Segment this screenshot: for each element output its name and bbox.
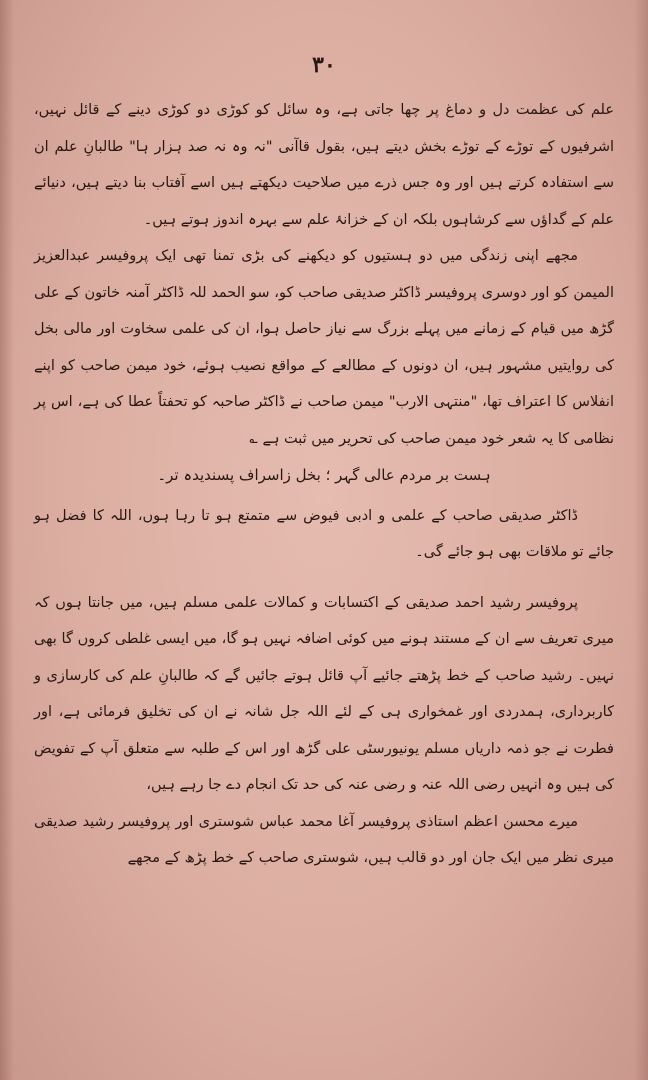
paragraph-5: میرے محسن اعظم استاذی پروفیسر آغا محمد عباس شوستری اور پروفیسر رشید صدیقی میری نظر میں ایک جان اور دو قالب ہیں، شوستری صاحب کے خط پڑھ کے مجھے xyxy=(34,813,614,866)
page-number: ۳۰ xyxy=(312,52,336,78)
page-edge-shadow-left xyxy=(0,0,14,1080)
paragraph-4: پروفیسر رشید احمد صدیقی کے اکتسابات و کمالات علمی مسلم ہیں، میں جانتا ہوں کہ میری تعریف سے ان کے مستند ہونے میں کوئی اضافہ نہیں ہو گا، میں ایسی غلطی کروں گا بھی نہیں۔ رشید صاحب کے خط پڑھتے جائیے آپ قائل ہوتے جائیں گے کہ طالبانِ علم کی کارسازی و کاربرداری، ہمدردی اور غمخواری ہی کے لئے اللہ جل شانہ نے ان کی تخلیق فرمائی ہے، اور فطرت نے جو ذمہ داریاں مسلم یونیورسٹی علی گڑھ اور اس کے طلبہ سے متعلق آپ کے تفویض کی ہیں وہ انہیں رضی اللہ عنہ و رضی عنہ کی حد تک انجام دے جا رہے ہیں، xyxy=(34,594,614,793)
paragraph-gap xyxy=(34,571,614,585)
verse-line: ہست بر مردم عالی گہر ؛ بخل زاسراف پسندیدہ تر۔ xyxy=(157,466,491,484)
page-edge-shadow-right xyxy=(634,0,648,1080)
paragraph-1: علم کی عظمت دل و دماغ پر چھا جاتی ہے، وہ سائل کو کوڑی دو کوڑی دینے کے قائل نہیں، اشرفیوں کے توڑے کے توڑے بخش دیتے ہیں، بقول قاآنی "نہ وہ نہ صد ہزار ہا" طالبانِ علم ان سے استفادہ کرتے ہیں اور وہ جس ذرے میں صلاحیت دیکھتے ہیں اسے آفتاب بنا دیتے ہیں، دنیائے علم کے گداؤں سے کرشاہوں بلکہ ان کے خزانۂ علم سے بہرہ اندوز ہوتے ہیں۔ xyxy=(34,102,614,228)
paragraph-2: مجھے اپنی زندگی میں دو ہستیوں کو دیکھنے کی بڑی تمنا تھی ایک پروفیسر عبدالعزیز المیمن کو اور دوسری پروفیسر ڈاکٹر صدیقی صاحب کو، سو الحمد للہ ڈاکٹر آمنہ خاتون کے علی گڑھ میں قیام کے زمانے میں پہلے بزرگ سے نیاز حاصل ہوا، ان کی علمی سخاوت اور مالی بخل کی روایتیں مشہور ہیں، ان دونوں کے مطالعے کے مواقع نصیب ہوئے، خود میمن صاحب کو اپنے انفلاس کا اعتراف تھا، "منتہی الارب" میمن صاحب نے ڈاکٹر صاحبہ کو تحفتاً عطا کی ہے، اس پر نظامی کا یہ شعر خود میمن صاحب کی تحریر میں ثبت ہے ؎ xyxy=(34,248,614,447)
body-text xyxy=(34,92,614,877)
paragraph-3: ڈاکٹر صدیقی صاحب کے علمی و ادبی فیوض سے متمتع ہو تا رہا ہوں، اللہ کا فضل ہو جائے تو ملاقات بھی ہو جائے گی۔ xyxy=(34,507,614,560)
